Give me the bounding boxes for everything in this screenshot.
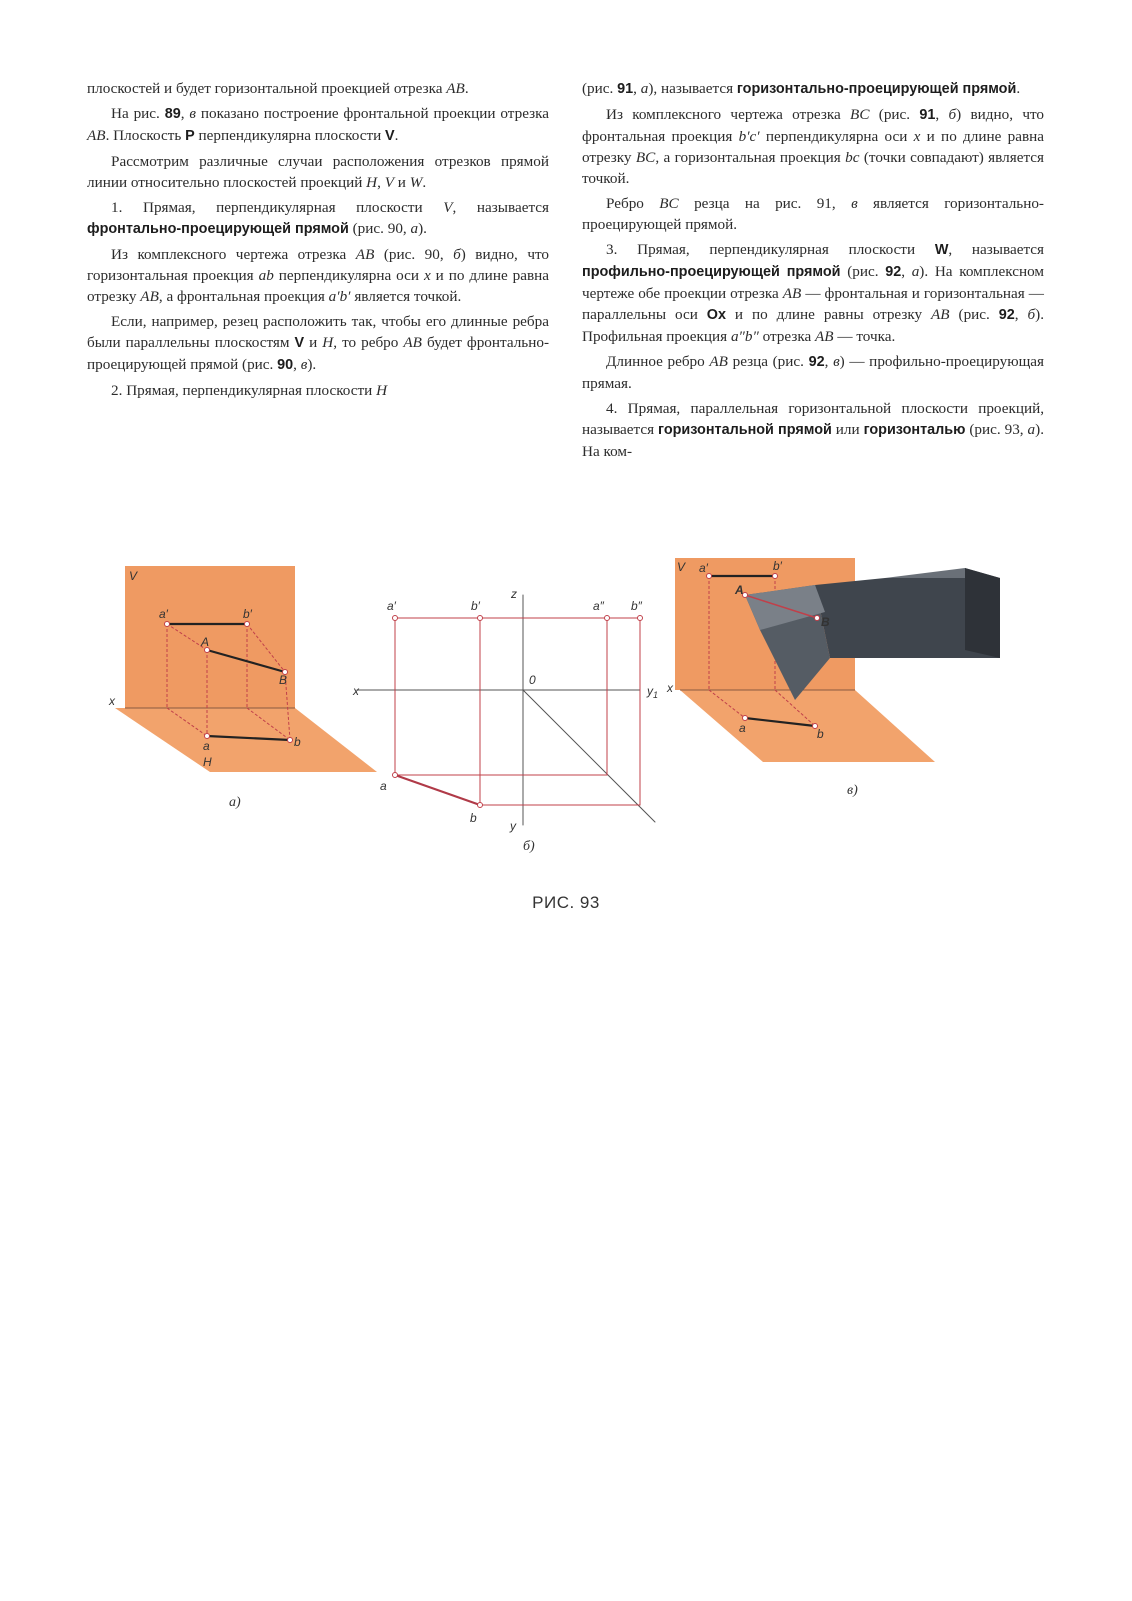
plane-v-label: V: [677, 560, 686, 574]
panel-sublabel: б): [523, 839, 535, 854]
point-label: b″: [631, 599, 642, 613]
point-label: b: [470, 811, 477, 825]
point-label: a: [203, 739, 210, 753]
origin-label: 0: [529, 673, 536, 687]
point-label: b: [294, 735, 301, 749]
axis-x-label: x: [109, 694, 115, 708]
point: [288, 738, 293, 743]
axis-y1-label: $y_1$: [647, 684, 659, 700]
axis-y-label: y: [510, 819, 516, 833]
point-label: A: [201, 635, 210, 649]
panel-sublabel: а): [229, 795, 241, 810]
text-column-left: [87, 78, 549, 405]
axis-z-label: z: [511, 587, 517, 601]
point: [245, 622, 250, 627]
point-label: A: [735, 583, 744, 597]
paragraph: Из комплексного чертежа отрезка BC (рис. 91, б) видно, что фронтальная проекция b′c′ перпендикулярна оси x и по длине равна отрезку BC, а горизонтальная проекция bc (точки совпадают) является точкой.: [582, 106, 1045, 187]
point: [815, 616, 820, 621]
paragraph: Рассмотрим различные случаи расположения отрезков прямой линии относительно плоскостей проекций H, V и W.: [87, 153, 549, 191]
point-label: a″: [593, 599, 604, 613]
panel-sublabel: в): [847, 783, 858, 798]
point: [165, 622, 170, 627]
point: [393, 773, 398, 778]
figure-panel-a: [108, 566, 377, 810]
point-label: a: [739, 721, 746, 735]
paragraph: 1. Прямая, перпендикулярная плоскости V, называется фронтально-проецирующей прямой (рис. 90, а).: [87, 199, 550, 237]
paragraph: плоскостей и будет горизонтальной проекцией отрезка AB.: [87, 80, 469, 97]
figure-panel-c: [666, 558, 1000, 798]
point-label: a′: [387, 599, 396, 613]
plane-h-label: H: [203, 755, 212, 769]
text-column-right: [582, 78, 1044, 466]
axis-x-label: x: [353, 684, 359, 698]
paragraph: На рис. 89, в показано построение фронтальной проекции отрезка AB. Плоскость P перпендикулярна плоскости V.: [87, 105, 550, 144]
segment-ab: [395, 775, 480, 805]
figure-panel-b: [352, 587, 658, 854]
plane-v-label: V: [129, 569, 138, 583]
point-label: a′: [699, 561, 708, 575]
paragraph: 3. Прямая, перпендикулярная плоскости W, называется профильно-проецирующей прямой (рис. 92, а). На комплексном чертеже обе проекции отрезка AB — фронтальная и горизонтальная — параллельны оси Ox и по длине равны отрезку AB (рис. 92, б). Профильная проекция a″b″ отрезка AB — точка.: [582, 241, 1045, 345]
point-label: a′: [159, 607, 168, 621]
point: [638, 616, 643, 621]
paragraph: (рис. 91, а), называется горизонтально-проецирующей прямой.: [582, 80, 1021, 97]
figure-93: [95, 550, 1035, 880]
paragraph: Длинное ребро AB резца (рис. 92, в) — профильно-проецирующая прямая.: [582, 353, 1045, 392]
point-label: b′: [773, 559, 782, 573]
paragraph: Из комплексного чертежа отрезка AB (рис. 90, б) видно, что горизонтальная проекция ab перпендикулярна оси x и по длине равна отрезку AB, а фронтальная проекция a′b′ является точкой.: [87, 246, 550, 305]
figure-caption: РИС. 93: [532, 893, 600, 912]
paragraph: 4. Прямая, параллельная горизонтальной плоскости проекций, называется горизонтальной прямой или горизонталью (рис. 93, а). На ком-: [582, 400, 1044, 460]
point: [605, 616, 610, 621]
plane-h: [115, 708, 377, 772]
point-label: b′: [471, 599, 480, 613]
diagonal-line: [523, 690, 655, 822]
point-label: B: [279, 673, 288, 687]
point-label: b: [817, 727, 824, 741]
point: [478, 616, 483, 621]
plane-v: [125, 566, 295, 708]
point: [393, 616, 398, 621]
paragraph: Ребро BC резца на рис. 91, в является горизонтально-проецирующей прямой.: [582, 195, 1044, 233]
point: [478, 803, 483, 808]
point: [743, 716, 748, 721]
point: [773, 574, 778, 579]
point-label: a: [380, 779, 387, 793]
paragraph: Если, например, резец расположить так, чтобы его длинные ребра были параллельны плоскостям V и H, то ребро AB будет фронтально-проецирующей прямой (рис. 90, в).: [87, 313, 550, 373]
point: [205, 734, 210, 739]
point-label: b′: [243, 607, 252, 621]
axis-x-label: x: [667, 681, 673, 695]
point-label: B: [821, 615, 830, 629]
paragraph: 2. Прямая, перпендикулярная плоскости H: [111, 382, 388, 399]
